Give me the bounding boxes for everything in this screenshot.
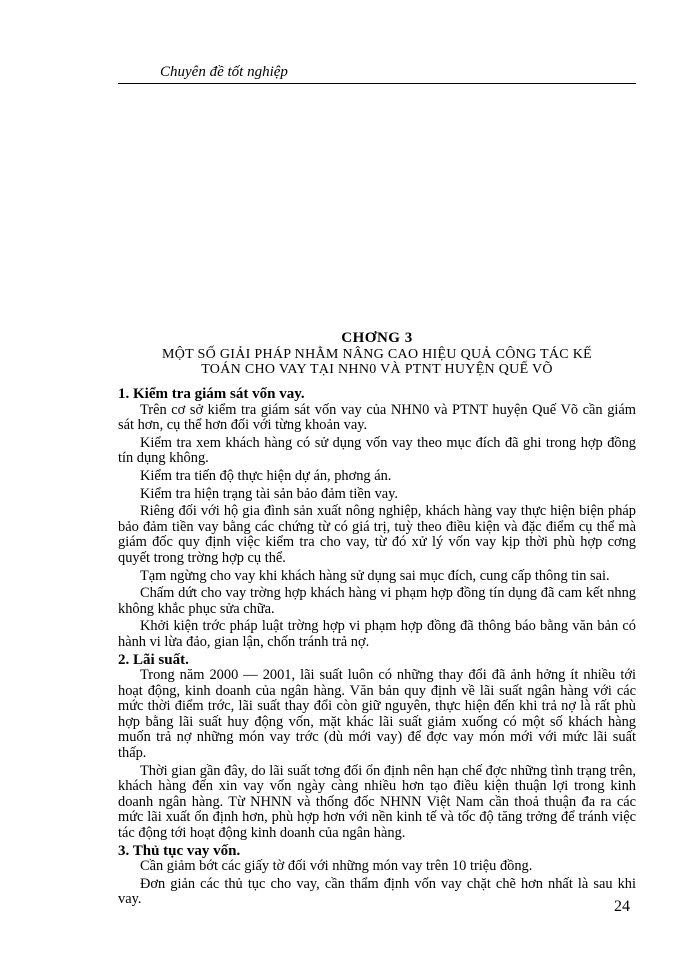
section-heading-1: 1. Kiểm tra giám sát vốn vay. (118, 386, 305, 402)
chapter-subtitle-line-1: MỘT SỐ GIẢI PHÁP NHẰM NÂNG CAO HIỆU QUẢ CÔNG TÁC KẾ (162, 347, 592, 362)
document-body (118, 386, 636, 910)
page-number: 24 (614, 898, 630, 915)
paragraph: Cần giảm bớt các giấy tờ đối với những món vay trên 10 triệu đồng. (140, 858, 533, 875)
paragraph: Đơn giản các thủ tục cho vay, cần thẩm định vốn vay chặt chẽ hơn nhất là sau khi vay. (118, 875, 636, 908)
page-header (118, 64, 636, 84)
paragraph: Kiểm tra hiện trạng tài sản bảo đảm tiền vay. (140, 485, 399, 502)
paragraph: Kiểm tra xem khách hàng có sử dụng vốn vay theo mục đích đã ghi trong hợp đồng tín dụng không. (118, 434, 636, 467)
paragraph: Chấm dứt cho vay trờng hợp khách hàng vi phạm hợp đồng tín dụng đã cam kết nhng không khắc phục sửa chữa. (118, 585, 636, 617)
header-rule (118, 83, 636, 84)
section-heading-2: 2. Lãi suất. (118, 651, 189, 668)
paragraph: Riêng đối với hộ gia đình sản xuất nông nghiệp, khách hàng vay thực hiện biện pháp bảo đảm tiền vay bằng các chứng từ có giá trị, tuỳ theo điều kiện và đặc điểm cụ thể mà giám đốc quy định việc kiểm tra cho vay, từ đó xử lý vốn vay kịp thời phù hợp cơng quyết trong trờng hợp cụ thể. (118, 503, 636, 566)
chapter-subtitle-line-2: TOÁN CHO VAY TẠI NHN0 VÀ PTNT HUYỆN QUẾ VÕ (201, 362, 553, 377)
paragraph: Thời gian gần đây, do lãi suất tơng đối ổn định nên hạn chế đợc những tình trạng trên, khách hàng đến xin vay vốn ngày càng nhiều hơn tạo điều kiện thuận lợi trong kinh doanh ngân hàng. Từ NHNN và thống đốc NHNN Việt Nam cần thoả thuận đa ra các mức lãi xuất ổn định hơn, phù hợp hơn với nền kinh tế và tốc độ tăng trởng để tránh việc tác động tới hoạt động kinh doanh của ngân hàng. (118, 762, 636, 842)
paragraph: Kiểm tra tiến độ thực hiện dự án, phơng án. (140, 467, 392, 484)
chapter-title: CHƠNG 3 (341, 330, 413, 346)
paragraph: Trên cơ sở kiểm tra giám sát vốn vay của NHN0 và PTNT huyện Quế Võ cần giám sát hơn, cụ thể hơn đối với từng khoản vay. (118, 401, 636, 434)
chapter-heading (118, 330, 636, 377)
section-heading-3: 3. Thủ tục vay vốn. (118, 842, 241, 859)
header-title: Chuyên đề tốt nghiệp (160, 64, 288, 80)
paragraph: Tạm ngừng cho vay khi khách hàng sử dụng sai mục đích, cung cấp thông tin sai. (140, 567, 610, 584)
paragraph: Khởi kiện trớc pháp luật trờng hợp vi phạm hợp đồng đã thông báo bằng văn bản có hành vi lừa đảo, gian lận, chốn tránh trả nợ. (118, 618, 636, 650)
paragraph: Trong năm 2000 — 2001, lãi suất luôn có những thay đổi đã ảnh hởng ít nhiều tới hoạt động, kinh doanh của ngân hàng. Văn bản quy định về lãi suất ngân hàng với các mức thời điểm trớc, lãi suất thay đổi còn giữ nguyên, thực hiện đến khi trả nợ là rất phù hợp bằng lãi suất huy động vốn, mặt khác lãi suất giảm xuống có một số khách hàng muốn trả nợ những món vay trớc (dù mới vay) để đợc vay món mới với mức lãi suất thấp. (118, 667, 636, 762)
